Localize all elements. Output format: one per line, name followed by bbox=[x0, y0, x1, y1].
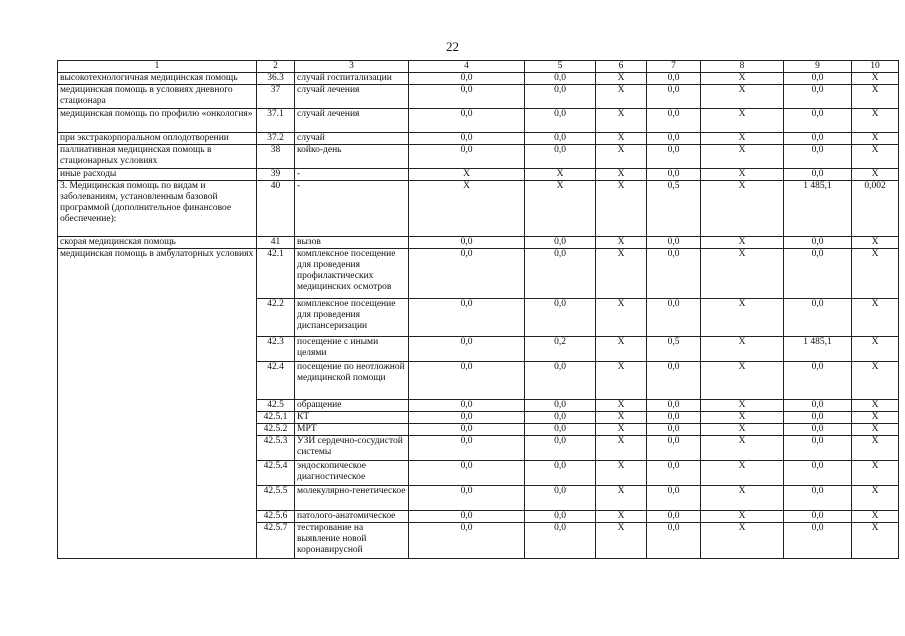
table-cell: 0,0 bbox=[784, 85, 852, 109]
table-cell: 0,0 bbox=[525, 73, 596, 85]
table-cell: X bbox=[852, 486, 899, 511]
table-cell: 0,0 bbox=[525, 486, 596, 511]
table-cell: X bbox=[852, 237, 899, 249]
table-cell: 0,0 bbox=[647, 85, 701, 109]
table-cell: X bbox=[596, 436, 647, 461]
table-cell: 0,0 bbox=[409, 133, 525, 145]
table-cell: 0,0 bbox=[409, 337, 525, 362]
header-row bbox=[58, 61, 899, 73]
table-cell: X bbox=[852, 362, 899, 400]
table-cell: случай bbox=[295, 133, 409, 145]
table-cell: X bbox=[596, 486, 647, 511]
table-cell: 0,0 bbox=[409, 109, 525, 133]
header-cell: 3 bbox=[295, 61, 409, 73]
table-cell: X bbox=[409, 169, 525, 181]
header-cell: 7 bbox=[647, 61, 701, 73]
table-cell: 40 bbox=[257, 181, 295, 237]
table-cell: X bbox=[596, 133, 647, 145]
table-cell: тестирование на выявление новой коронавирусной bbox=[295, 523, 409, 559]
table-cell: X bbox=[596, 73, 647, 85]
table-row bbox=[58, 181, 899, 237]
table-cell: 41 bbox=[257, 237, 295, 249]
table-cell: X bbox=[409, 181, 525, 237]
table-cell: 0,0 bbox=[784, 73, 852, 85]
table-cell: X bbox=[852, 400, 899, 412]
table-cell: 0,0 bbox=[409, 299, 525, 337]
table-cell: 0,0 bbox=[647, 400, 701, 412]
table-cell: 0,0 bbox=[784, 461, 852, 486]
table-cell: МРТ bbox=[295, 424, 409, 436]
table-cell: патолого-анатомическое bbox=[295, 511, 409, 523]
header-cell: 5 bbox=[525, 61, 596, 73]
table-cell: X bbox=[852, 523, 899, 559]
table-cell: 0,0 bbox=[647, 169, 701, 181]
table-cell: X bbox=[701, 181, 784, 237]
table-cell: X bbox=[701, 486, 784, 511]
table-cell: 37 bbox=[257, 85, 295, 109]
table-cell: 0,0 bbox=[525, 436, 596, 461]
table-cell: 0,0 bbox=[525, 109, 596, 133]
table-cell: посещение по неотложной медицинской помощи bbox=[295, 362, 409, 400]
table-cell: вызов bbox=[295, 237, 409, 249]
table-cell: 0,0 bbox=[784, 424, 852, 436]
table-cell: X bbox=[852, 511, 899, 523]
table-cell: X bbox=[852, 169, 899, 181]
table-cell: случай лечения bbox=[295, 109, 409, 133]
table-row bbox=[58, 109, 899, 133]
table-cell: паллиативная медицинская помощь в стационарных условиях bbox=[58, 145, 257, 169]
table-cell: 0,0 bbox=[784, 145, 852, 169]
table-cell: 0,0 bbox=[525, 249, 596, 299]
table-cell: - bbox=[295, 181, 409, 237]
table-cell: 0,0 bbox=[784, 523, 852, 559]
table-cell: 0,0 bbox=[525, 523, 596, 559]
table-cell: 42.5 bbox=[257, 400, 295, 412]
table-cell: X bbox=[852, 145, 899, 169]
table-cell: медицинская помощь по профилю «онкология» bbox=[58, 109, 257, 133]
table-row bbox=[58, 145, 899, 169]
table-cell: 0,0 bbox=[647, 237, 701, 249]
table-row bbox=[58, 169, 899, 181]
table-cell: комплексное посещение для проведения профилактических медицинских осмотров bbox=[295, 249, 409, 299]
table-cell: 0,2 bbox=[525, 337, 596, 362]
table-cell: 0,0 bbox=[409, 400, 525, 412]
table-cell: 0,0 bbox=[409, 436, 525, 461]
table-cell: 0,0 bbox=[647, 249, 701, 299]
table-cell: 0,5 bbox=[647, 181, 701, 237]
table-cell: X bbox=[852, 299, 899, 337]
table-cell: эндоскопическое диагностическое bbox=[295, 461, 409, 486]
table-cell: случай госпитализации bbox=[295, 73, 409, 85]
table-cell: 42.5.2 bbox=[257, 424, 295, 436]
table-cell: X bbox=[525, 169, 596, 181]
table-cell: X bbox=[701, 337, 784, 362]
header-cell: 8 bbox=[701, 61, 784, 73]
table-cell: X bbox=[701, 424, 784, 436]
table-cell: 0,0 bbox=[525, 412, 596, 424]
table-cell: X bbox=[596, 299, 647, 337]
table-cell: КТ bbox=[295, 412, 409, 424]
table-cell: 0,0 bbox=[647, 511, 701, 523]
table-cell: 0,0 bbox=[409, 85, 525, 109]
table-cell: обращение bbox=[295, 400, 409, 412]
table-cell: УЗИ сердечно-сосудистой системы bbox=[295, 436, 409, 461]
table-cell: X bbox=[701, 133, 784, 145]
table-cell: 0,0 bbox=[647, 486, 701, 511]
table-cell: 0,0 bbox=[647, 412, 701, 424]
table-cell: X bbox=[596, 461, 647, 486]
table-cell: 42.5.7 bbox=[257, 523, 295, 559]
table-cell: X bbox=[852, 109, 899, 133]
table-cell: 3. Медицинская помощь по видам и заболеваниям, установленным базовой программой (дополнительное финансовое обеспечение): bbox=[58, 181, 257, 237]
table-cell: 0,0 bbox=[784, 109, 852, 133]
table-cell: X bbox=[701, 85, 784, 109]
table-cell: 37.2 bbox=[257, 133, 295, 145]
table-cell: X bbox=[596, 511, 647, 523]
table-cell: 38 bbox=[257, 145, 295, 169]
table-cell: X bbox=[701, 299, 784, 337]
table-cell: 1 485,1 bbox=[784, 181, 852, 237]
table-cell: 0,0 bbox=[647, 436, 701, 461]
table-cell: X bbox=[701, 523, 784, 559]
table-row bbox=[58, 237, 899, 249]
table-cell: 0,0 bbox=[784, 486, 852, 511]
table-cell: 0,0 bbox=[409, 145, 525, 169]
table-cell: X bbox=[852, 85, 899, 109]
table-cell: X bbox=[852, 337, 899, 362]
table-cell: 0,0 bbox=[647, 362, 701, 400]
table-cell: X bbox=[596, 181, 647, 237]
financing-table bbox=[57, 60, 899, 559]
table-cell: 42.5.5 bbox=[257, 486, 295, 511]
table-cell: 0,0 bbox=[409, 249, 525, 299]
table-cell: 0,0 bbox=[525, 461, 596, 486]
table-cell: 0,0 bbox=[525, 400, 596, 412]
table-cell: 0,0 bbox=[647, 73, 701, 85]
table-cell: 0,0 bbox=[784, 133, 852, 145]
table-row bbox=[58, 73, 899, 85]
table-cell: 0,0 bbox=[409, 237, 525, 249]
table-cell: 42.2 bbox=[257, 299, 295, 337]
table-cell: койко-день bbox=[295, 145, 409, 169]
table-cell: X bbox=[852, 436, 899, 461]
table-cell: 0,0 bbox=[409, 486, 525, 511]
table-row bbox=[58, 249, 899, 299]
table-cell: X bbox=[701, 511, 784, 523]
table-cell: 42.1 bbox=[257, 249, 295, 299]
table-cell: X bbox=[852, 133, 899, 145]
table-cell: X bbox=[701, 461, 784, 486]
table-cell: 0,0 bbox=[409, 461, 525, 486]
table-cell: 0,0 bbox=[525, 85, 596, 109]
table-cell: X bbox=[852, 412, 899, 424]
table-cell: X bbox=[701, 412, 784, 424]
table-cell: молекулярно-генетическое bbox=[295, 486, 409, 511]
table-cell: 42.3 bbox=[257, 337, 295, 362]
table-cell: 0,0 bbox=[647, 299, 701, 337]
table-cell: 39 bbox=[257, 169, 295, 181]
header-cell: 2 bbox=[257, 61, 295, 73]
table-cell: 42.4 bbox=[257, 362, 295, 400]
table-cell: X bbox=[701, 362, 784, 400]
table-cell: 0,0 bbox=[409, 73, 525, 85]
table-cell: X bbox=[701, 109, 784, 133]
table-cell: 36.3 bbox=[257, 73, 295, 85]
table-cell: 1 485,1 bbox=[784, 337, 852, 362]
table-cell: 0,0 bbox=[784, 436, 852, 461]
table-cell: X bbox=[596, 400, 647, 412]
table-cell: 0,0 bbox=[409, 412, 525, 424]
table-cell: X bbox=[596, 85, 647, 109]
page-number: 22 bbox=[446, 39, 459, 54]
table-cell: 42.5.6 bbox=[257, 511, 295, 523]
table-cell: 0,0 bbox=[647, 145, 701, 169]
table-cell: 0,0 bbox=[647, 461, 701, 486]
table-cell: 0,002 bbox=[852, 181, 899, 237]
table-cell: 0,0 bbox=[647, 424, 701, 436]
table-cell: X bbox=[596, 169, 647, 181]
table-cell: медицинская помощь в условиях дневного стационара bbox=[58, 85, 257, 109]
table-cell: посещение с иными целями bbox=[295, 337, 409, 362]
table-cell: X bbox=[596, 337, 647, 362]
table-cell: X bbox=[701, 237, 784, 249]
table-cell: 0,0 bbox=[784, 400, 852, 412]
table-cell: 0,0 bbox=[409, 523, 525, 559]
table-cell: X bbox=[596, 424, 647, 436]
table-cell: 0,5 bbox=[647, 337, 701, 362]
table-cell: 0,0 bbox=[525, 362, 596, 400]
table-cell: 0,0 bbox=[409, 362, 525, 400]
table-cell: 0,0 bbox=[409, 511, 525, 523]
table-cell: X bbox=[596, 412, 647, 424]
table-cell: 0,0 bbox=[525, 133, 596, 145]
table-cell: X bbox=[701, 400, 784, 412]
table-cell: 0,0 bbox=[409, 424, 525, 436]
table-cell: высокотехнологичная медицинская помощь bbox=[58, 73, 257, 85]
table-cell: X bbox=[701, 145, 784, 169]
table-cell: 0,0 bbox=[784, 511, 852, 523]
table-cell: 0,0 bbox=[647, 109, 701, 133]
table-cell: X bbox=[596, 109, 647, 133]
table-cell: X bbox=[525, 181, 596, 237]
table-cell: X bbox=[596, 145, 647, 169]
table-cell: при экстракорпоральном оплодотворении bbox=[58, 133, 257, 145]
table-cell: 0,0 bbox=[525, 237, 596, 249]
table-cell: X bbox=[596, 237, 647, 249]
table-cell: X bbox=[596, 362, 647, 400]
table-cell: X bbox=[852, 461, 899, 486]
table-cell: 42.5.1 bbox=[257, 412, 295, 424]
table-cell: 0,0 bbox=[784, 299, 852, 337]
table-cell: X bbox=[852, 424, 899, 436]
table-cell: - bbox=[295, 169, 409, 181]
table-cell: 0,0 bbox=[525, 511, 596, 523]
table-cell: 0,0 bbox=[784, 362, 852, 400]
table-row bbox=[58, 133, 899, 145]
table-cell: скорая медицинская помощь bbox=[58, 237, 257, 249]
table-cell: 0,0 bbox=[647, 133, 701, 145]
table-row bbox=[58, 85, 899, 109]
table-cell: 0,0 bbox=[525, 299, 596, 337]
table-cell: 37.1 bbox=[257, 109, 295, 133]
ambulatory-label-cell: медицинская помощь в амбулаторных условиях bbox=[58, 249, 257, 559]
table-cell: 42.5.4 bbox=[257, 461, 295, 486]
header-cell: 9 bbox=[784, 61, 852, 73]
table-cell: 0,0 bbox=[784, 169, 852, 181]
header-cell: 1 bbox=[58, 61, 257, 73]
table-cell: 0,0 bbox=[525, 145, 596, 169]
table-body bbox=[58, 61, 899, 559]
header-cell: 6 bbox=[596, 61, 647, 73]
table-cell: X bbox=[852, 249, 899, 299]
table-cell: X bbox=[701, 73, 784, 85]
table-cell: комплексное посещение для проведения диспансеризации bbox=[295, 299, 409, 337]
header-cell: 4 bbox=[409, 61, 525, 73]
table-cell: X bbox=[701, 436, 784, 461]
table-cell: 0,0 bbox=[784, 249, 852, 299]
header-cell: 10 bbox=[852, 61, 899, 73]
table-cell: 0,0 bbox=[784, 237, 852, 249]
table-cell: X bbox=[852, 73, 899, 85]
table-cell: X bbox=[596, 523, 647, 559]
table-cell: случай лечения bbox=[295, 85, 409, 109]
table-cell: X bbox=[701, 169, 784, 181]
table-cell: 0,0 bbox=[647, 523, 701, 559]
table-cell: иные расходы bbox=[58, 169, 257, 181]
table-cell: 0,0 bbox=[784, 412, 852, 424]
table-cell: 0,0 bbox=[525, 424, 596, 436]
table-cell: X bbox=[596, 249, 647, 299]
table-cell: X bbox=[701, 249, 784, 299]
table-cell: 42.5.3 bbox=[257, 436, 295, 461]
